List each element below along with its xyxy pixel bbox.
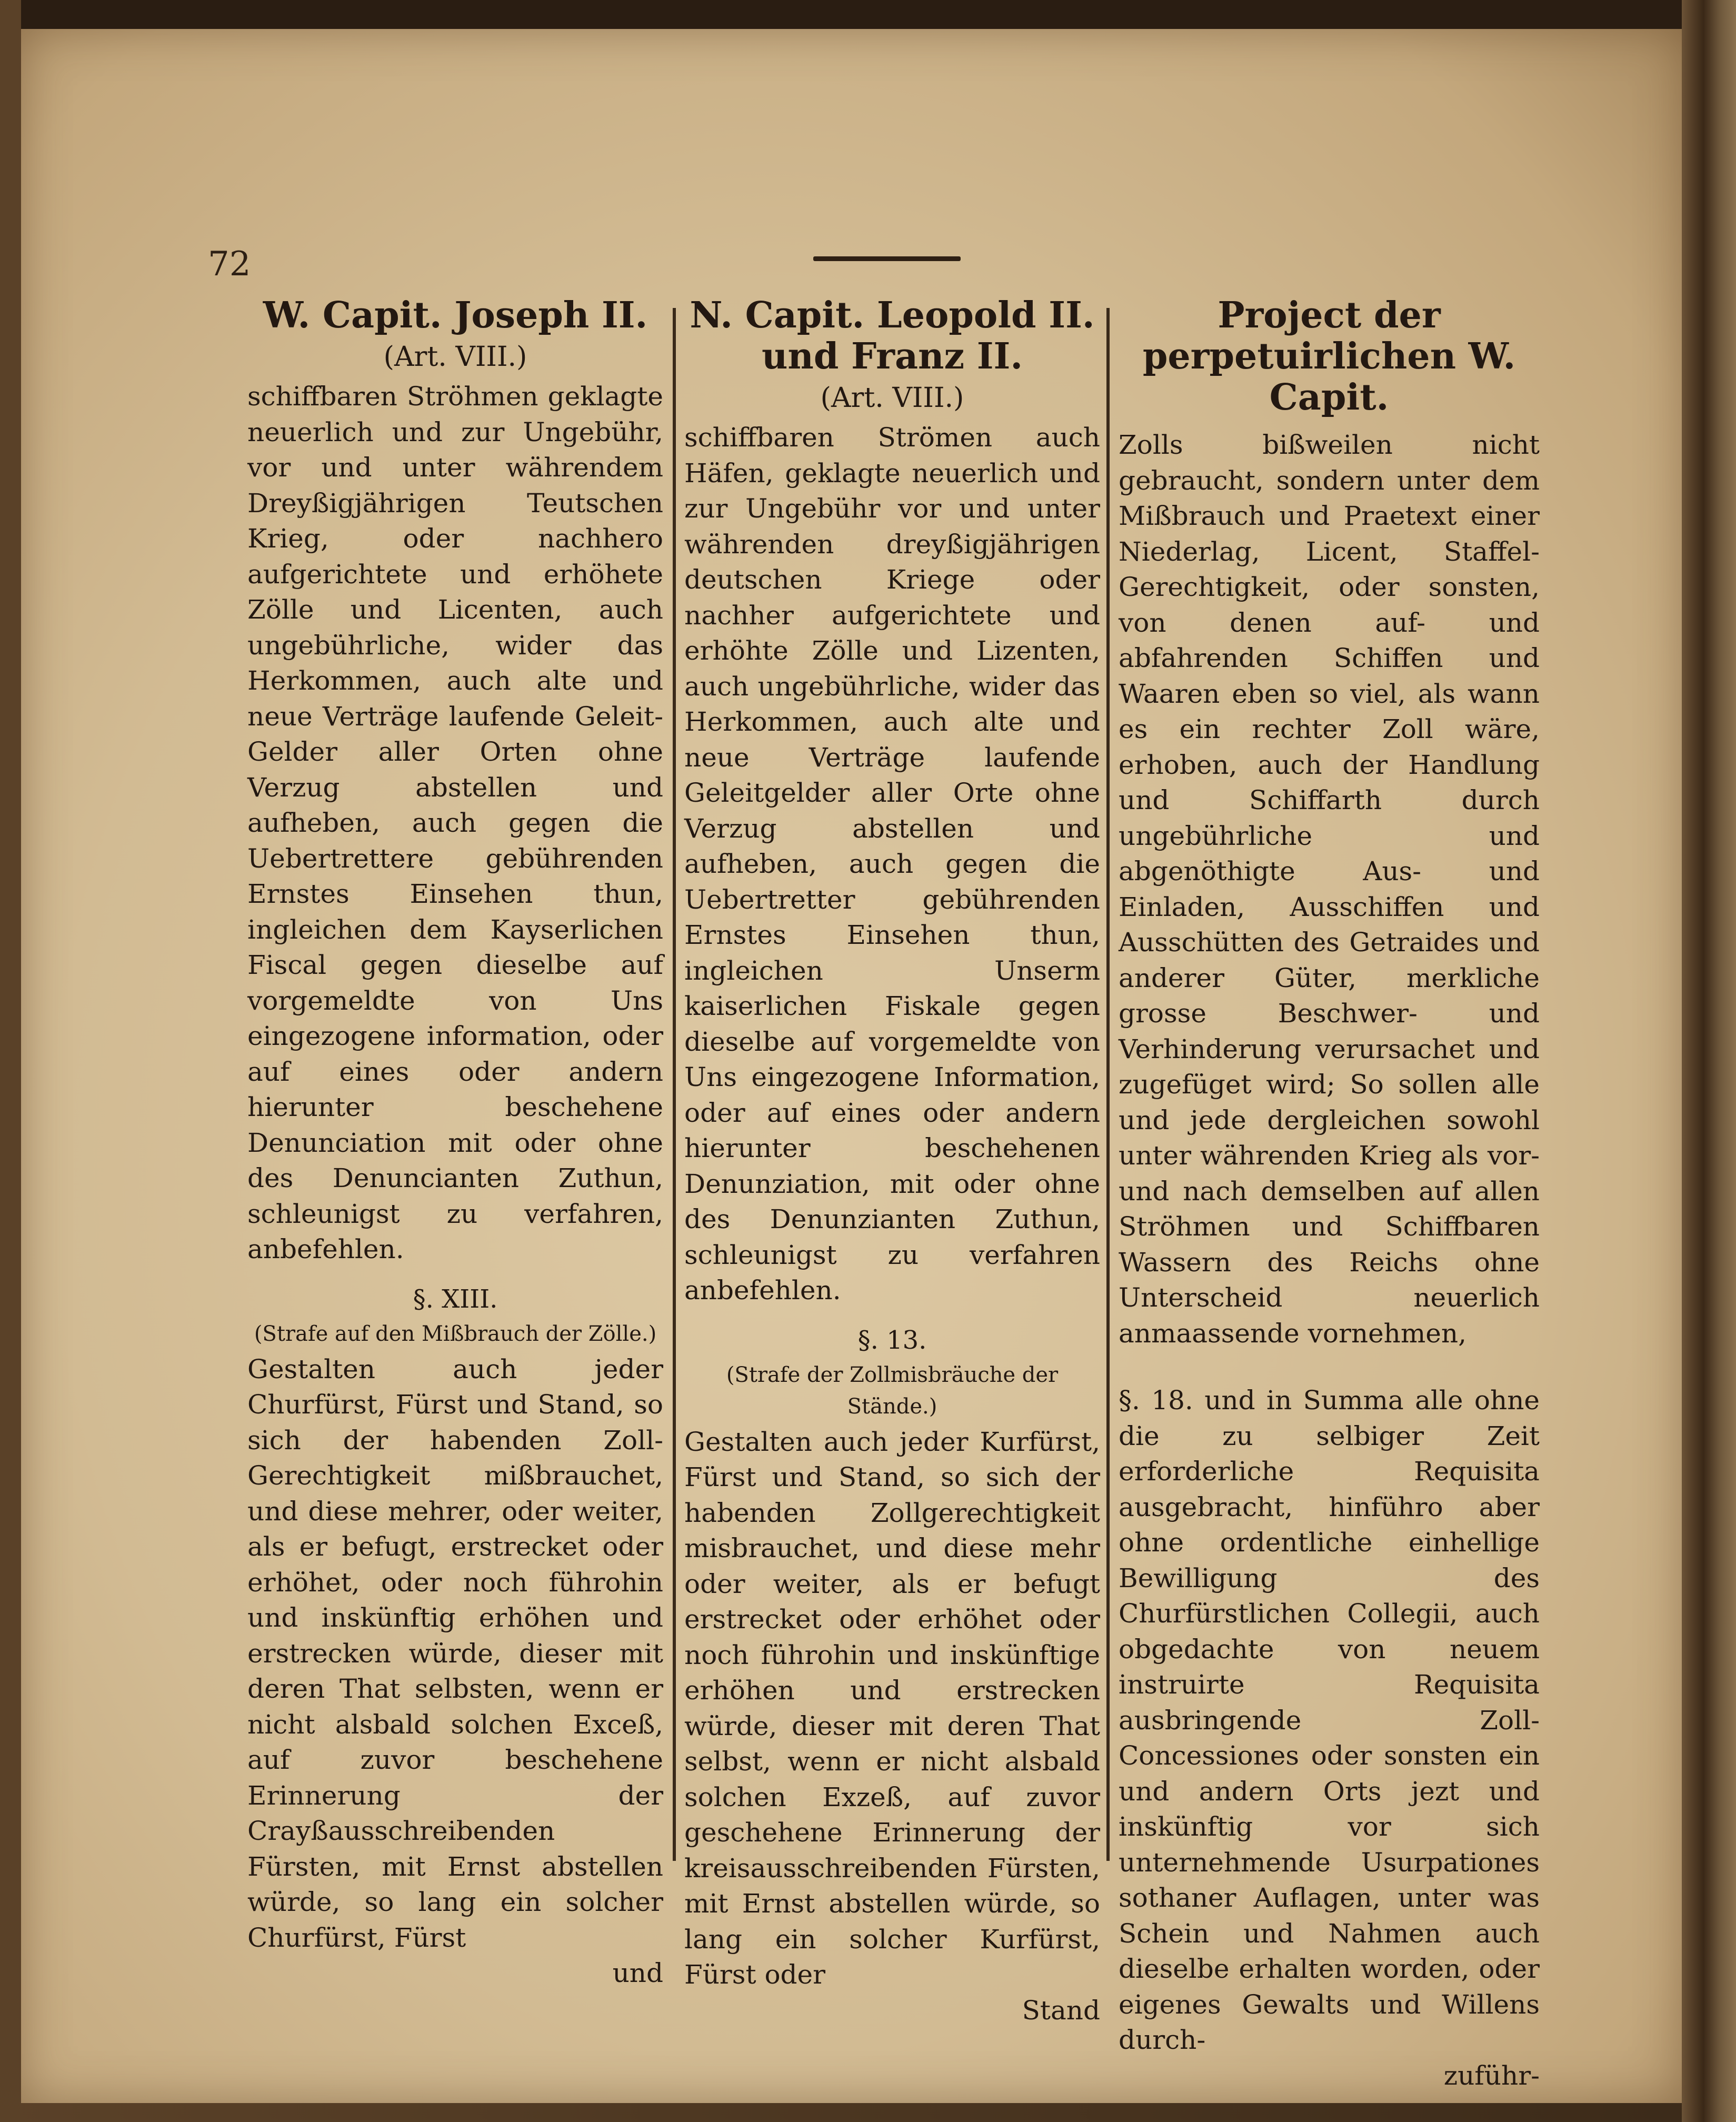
catchword: Stand (1022, 1995, 1100, 2026)
article-text: schiffbaren Strömen auch Häfen, geklagte neuerlich und zur Ungebühr vor und unter währenden dreyßigjährigen deutschen Kriege oder nachher aufgerichtete und erhöhte Zölle und Lizenten, auch ungebührliche, wider das Herkommen, auch alte und neue Verträge laufende Geleitgelder aller Orte ohne Verzug abstellen und aufheben, auch gegen die Uebertretter gebührenden Ernstes Einsehen thun, ingleichen Unserm kaiserlichen Fiskale gegen dieselbe auf vorgemeldte von Uns eingezogene Information, oder auf eines oder andern hierunter beschehenen Denunziation, mit oder ohne des Denunzianten Zuthun, schleunigst zu verfahren anbefehlen. (684, 422, 1100, 1306)
section-text: Gestalten auch jeder Kurfürst, Fürst und Stand, so sich der habenden Zollgerechtigkeit misbrauchet, und diese mehr oder weiter, als er befugt erstrecket oder erhöhet oder noch führohin und inskünftige erhöhen und erstrecken würde, dieser mit deren That selbst, wenn er nicht alsbald solchen Exzeß, auf zuvor geschehene Erinnerung der kreisausschreibenden Fürsten, mit Ernst abstellen würde, so lang ein solcher Kurfürst, Fürst oder (684, 1426, 1100, 1990)
section-subheading: (Strafe der Zollmisbräuche der Stände.) (726, 1362, 1059, 1419)
book-spine (1682, 0, 1736, 2122)
article-label: (Art. VIII.) (820, 382, 964, 414)
section-heading: §. XIII. (413, 1284, 498, 1314)
column-title: Project der perpetuirlichen W. Capit. (1142, 294, 1516, 419)
catchword: und (612, 1958, 663, 1988)
article-text: Zolls bißweilen nicht gebraucht, sondern unter dem Mißbrauch und Praetext einer Niederlag, Licent, Staffel-Gerechtigkeit, oder sonsten, von denen auf- und abfahrenden Schiffen und Waaren eben so viel, als wann es ein rechter Zoll wäre, erhoben, auch der Handlung und Schiffarth durch ungebührliche und abgenöthigte Aus- und Einladen, Ausschiffen und Ausschütten des Getraides und anderer Güter, merkliche grosse Beschwer- und Verhinderung verursachet und zugefüget wird; So sollen alle und jede dergleichen sowohl unter währenden Krieg als vor- und nach demselben auf allen Ströhmen und Schiffbaren Wassern des Reichs ohne Unterscheid neuerlich anmaassende vornehmen, (1119, 430, 1540, 1349)
article-text: schiffbaren Ströhmen geklagte neuerlich und zur Ungebühr, vor und unter währendem Dreyßigjährigen Teutschen Krieg, oder nachhero aufgerichtete und erhöhete Zölle und Licenten, auch ungebührliche, wider das Herkommen, auch alte und neue Verträge laufende Geleit-Gelder aller Orten ohne Verzug abstellen und aufheben, auch gegen die Uebertrettere gebührenden Ernstes Einsehen thun, ingleichen dem Kayserlichen Fiscal gegen dieselbe auf vorgemeldte von Uns eingezogene information, oder auf eines oder andern hierunter beschehene Denunciation mit oder ohne des Denuncianten Zuthun, schleunigst zu verfahren, anbefehlen. (247, 381, 663, 1264)
section-text: Gestalten auch jeder Churfürst, Fürst und Stand, so sich der habenden Zoll-Gerechtigkeit mißbrauchet, und diese mehrer, oder weiter, als er befugt, erstrecket oder erhöhet, oder noch führohin und inskünftig erhöhen und erstrecken würde, dieser mit deren That selbsten, wenn er nicht alsbald solchen Exceß, auf zuvor beschehene Erinnerung der Crayßausschreibenden Fürsten, mit Ernst abstellen würde, so lang ein solcher Churfürst, Fürst (247, 1353, 663, 1953)
column-divider-2 (1106, 308, 1110, 1861)
header-rule (813, 256, 961, 261)
top-edge (21, 0, 1684, 29)
column-divider-1 (673, 308, 676, 1861)
section-text: §. 18. und in Summa alle ohne die zu selbiger Zeit erforderliche Requisita ausgebracht, hinführo aber ohne ordentliche einhellige Bewilligung des Churfürstlichen Collegii, auch obgedachte von neuem instruirte Requisita ausbringende Zoll-Concessiones oder sonsten ein und andern Orts jezt und inskünftig vor sich unternehmende Usurpationes sothaner Auflagen, unter was Schein und Nahmen auch dieselbe erhalten worden, oder eigenes Gewalts und Willens durch- (1119, 1385, 1540, 2055)
column-joseph-ii (247, 295, 663, 1991)
article-label: (Art. VIII.) (383, 341, 527, 373)
section-heading: §. 13. (857, 1325, 927, 1355)
column-leopold-franz (684, 295, 1100, 2028)
column-title: W. Capit. Joseph II. (263, 294, 648, 336)
column-title: N. Capit. Leopold II. und Franz II. (690, 294, 1095, 377)
section-subheading: (Strafe auf den Mißbrauch der Zölle.) (254, 1321, 657, 1346)
catchword: zuführ- (1443, 2060, 1540, 2091)
column-project (1119, 295, 1540, 2094)
page-number: 72 (208, 245, 251, 284)
